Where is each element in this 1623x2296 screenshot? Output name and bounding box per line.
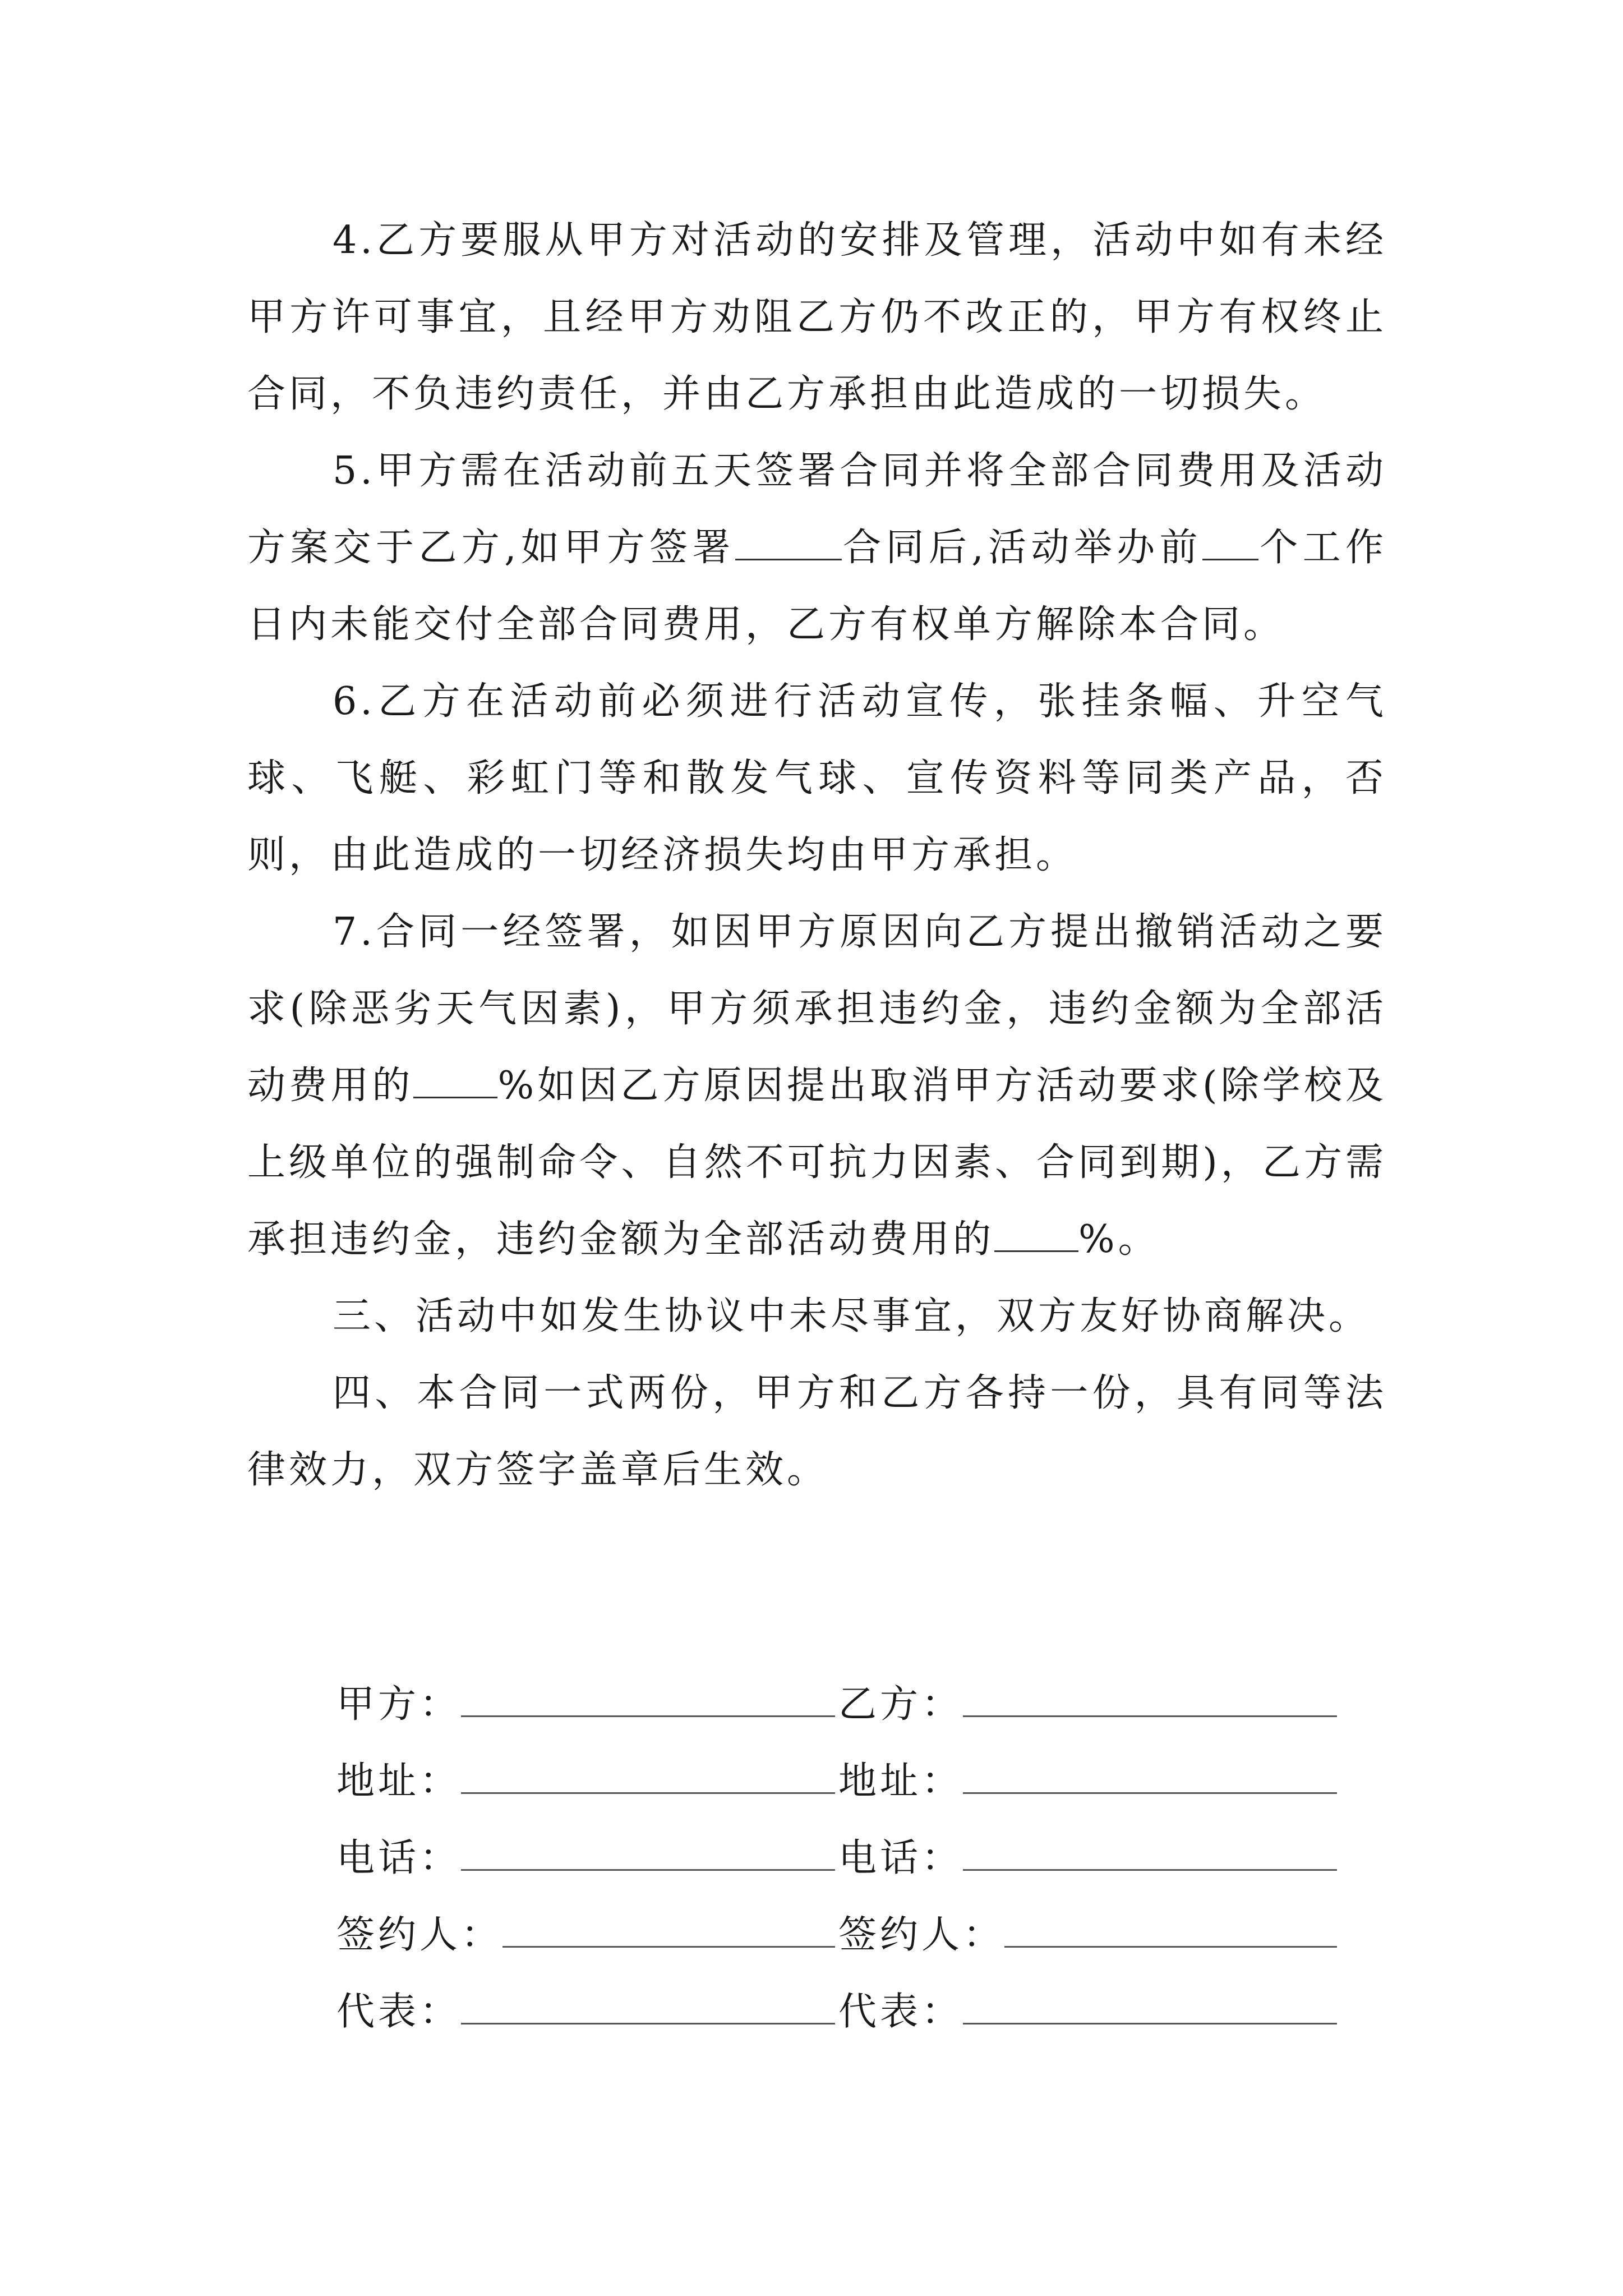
signature-field-left xyxy=(336,1820,838,1897)
paragraph-text: %。 xyxy=(1078,1217,1160,1262)
signature-block xyxy=(336,1666,1402,2050)
paragraph-text: 6.乙方在活动前必须进行活动宣传，张挂条幅、升空气球、飞艇、彩虹门等和散发气球、宣传资料等同类产品，否则，由此造成的一切经济损失均由甲方承担。 xyxy=(247,679,1387,877)
signature-field-right xyxy=(838,1666,1340,1743)
signature-line xyxy=(963,1682,1337,1717)
signature-label: 地址： xyxy=(838,1759,963,1803)
contract-paragraph-p8 xyxy=(247,1278,1387,1355)
contract-paragraph-p6 xyxy=(247,663,1387,894)
paragraph-text: 7.合同一经签署，如因甲方原因向乙方提出撤销活动之要求(除恶劣天气因素)，甲方须承担违约金，违约金额为全部活动费用的 xyxy=(247,910,1387,1108)
fill-in-blank xyxy=(735,524,842,560)
signature-field-right xyxy=(838,1897,1340,1973)
signature-label: 签约人： xyxy=(336,1913,503,1957)
paragraph-text: %如因乙方原因提出取消甲方活动要求(除学校及上级单位的强制命令、自然不可抗力因素、合同到期)，乙方需承担违约金，违约金额为全部活动费用的 xyxy=(247,1064,1387,1262)
signature-field-right xyxy=(838,1973,1340,2050)
signature-row xyxy=(336,1820,1402,1897)
signature-label: 地址： xyxy=(336,1759,462,1803)
signature-label: 乙方： xyxy=(838,1682,963,1727)
signature-label: 签约人： xyxy=(838,1913,1005,1957)
signature-row xyxy=(336,1743,1402,1820)
fill-in-blank xyxy=(413,1062,497,1098)
fill-in-blank xyxy=(994,1216,1078,1252)
signature-line xyxy=(461,1759,835,1794)
signature-field-right xyxy=(838,1743,1340,1820)
signature-label: 代表： xyxy=(838,1990,963,2034)
signature-line xyxy=(461,1682,835,1717)
signature-label: 代表： xyxy=(336,1990,462,2034)
signature-row xyxy=(336,1973,1402,2050)
paragraph-text: 四、本合同一式两份，甲方和乙方各持一份，具有同等法律效力，双方签字盖章后生效。 xyxy=(247,1371,1387,1492)
paragraph-text: 三、活动中如发生协议中未尽事宜，双方友好协商解决。 xyxy=(333,1294,1371,1338)
contract-paragraph-p4 xyxy=(247,202,1387,432)
signature-row xyxy=(336,1897,1402,1973)
fill-in-blank xyxy=(1202,524,1258,560)
signature-line xyxy=(963,1835,1337,1871)
paragraph-text: 个工作日内未能交付全部合同费用，乙方有权单方解除本合同。 xyxy=(247,526,1387,647)
signature-field-right xyxy=(838,1820,1340,1897)
signature-field-left xyxy=(336,1973,838,2050)
paragraph-text: 5.甲方需在活动前五天签署合同并将全部合同费用及活动方案交于乙方,如甲方签署 xyxy=(247,449,1387,570)
signature-line xyxy=(963,1989,1337,2024)
signature-line xyxy=(1004,1912,1337,1948)
signature-field-left xyxy=(336,1897,838,1973)
contract-body xyxy=(247,202,1387,1508)
signature-label: 电话： xyxy=(838,1836,963,1880)
paragraph-text: 4.乙方要服从甲方对活动的安排及管理，活动中如有未经甲方许可事宜，且经甲方劝阻乙方仍不改正的，甲方有权终止合同，不负违约责任，并由乙方承担由此造成的一切损失。 xyxy=(247,218,1387,416)
signature-line xyxy=(502,1912,835,1948)
signature-field-left xyxy=(336,1666,838,1743)
signature-row xyxy=(336,1666,1402,1743)
signature-line xyxy=(963,1759,1337,1794)
signature-line xyxy=(461,1835,835,1871)
signature-label: 甲方： xyxy=(336,1682,462,1727)
signature-line xyxy=(461,1989,835,2024)
contract-paragraph-p9 xyxy=(247,1355,1387,1508)
contract-paragraph-p5 xyxy=(247,432,1387,663)
contract-paragraph-p7 xyxy=(247,894,1387,1278)
signature-label: 电话： xyxy=(336,1836,462,1880)
paragraph-text: 合同后,活动举办前 xyxy=(841,526,1202,570)
signature-field-left xyxy=(336,1743,838,1820)
